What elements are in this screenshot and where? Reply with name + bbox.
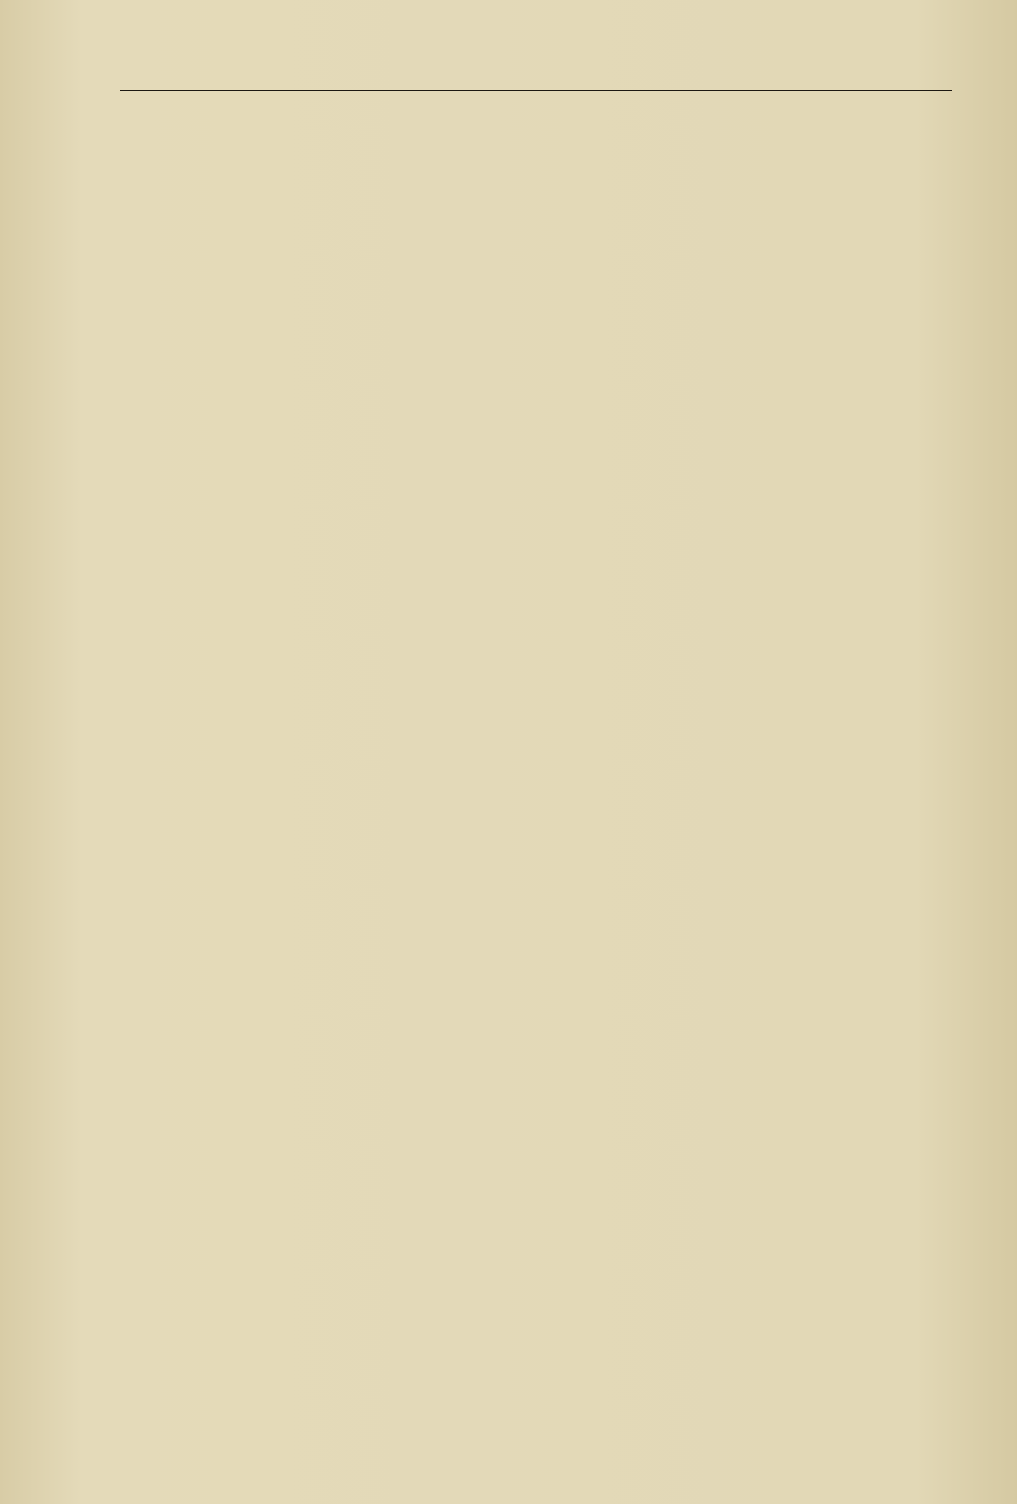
header-rule (120, 90, 952, 91)
